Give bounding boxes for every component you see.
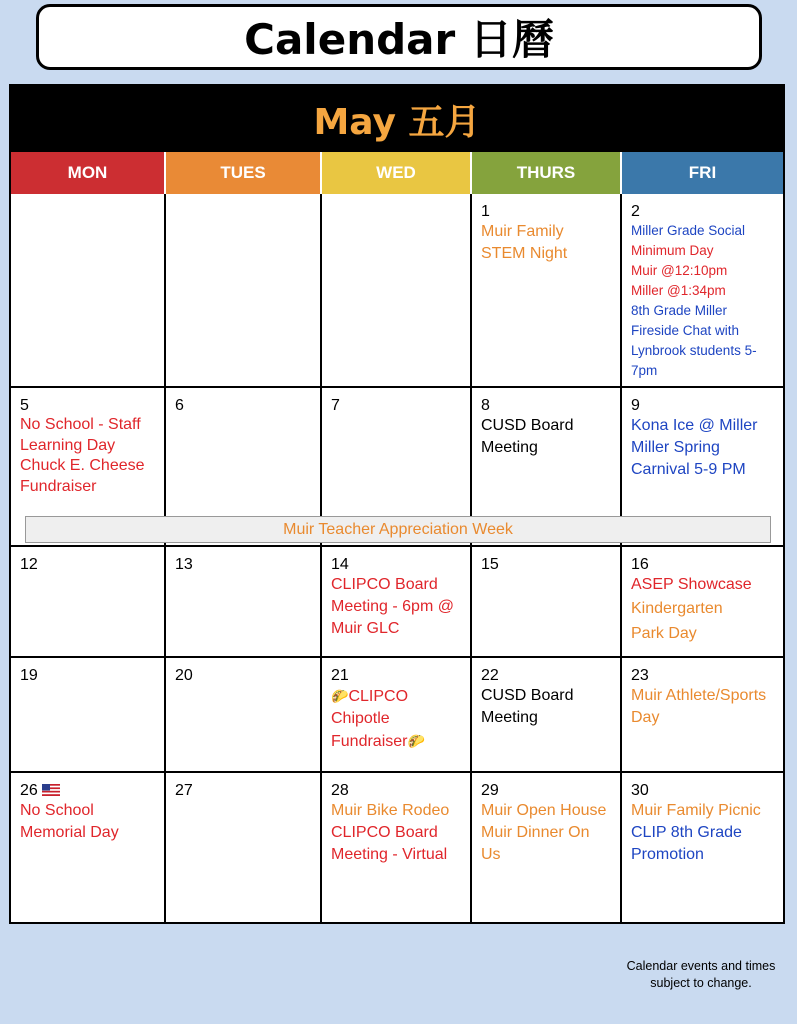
day-cell-20: [166, 658, 322, 773]
event: CUSD Board Meeting: [481, 687, 574, 726]
day-number: 27: [175, 782, 193, 799]
event: Kona Ice @ Miller: [631, 417, 758, 434]
day-number: 16: [631, 556, 649, 573]
day-cell-14: [322, 547, 472, 658]
event: Muir Bike Rodeo: [331, 802, 450, 819]
day-number: 9: [631, 397, 640, 414]
us-flag-icon: [42, 784, 60, 796]
day-number: 20: [175, 667, 193, 684]
event: Muir @12:10pm: [631, 263, 728, 278]
event: CUSD Board Meeting: [481, 417, 574, 456]
event: CLIPCO Board Meeting - Virtual: [331, 824, 448, 863]
day-cell-19: [11, 658, 166, 773]
day-number: 21: [331, 667, 349, 684]
day-number: 13: [175, 556, 193, 573]
day-number: 15: [481, 556, 499, 573]
day-number: 29: [481, 782, 499, 799]
day-number: 12: [20, 556, 38, 573]
day-cell-29: [472, 773, 622, 924]
day-number: 23: [631, 667, 649, 684]
event: Miller Spring Carnival 5-9 PM: [631, 439, 746, 478]
event: [331, 685, 461, 753]
day-header-wed: WED: [322, 152, 472, 194]
day-number: 2: [631, 203, 640, 220]
day-cell-30: [622, 773, 783, 924]
disclaimer-note: Calendar events and times subject to change.: [626, 959, 776, 990]
calendar-grid: [9, 84, 785, 924]
day-cell-16: [622, 547, 783, 658]
day-cell-empty: [11, 194, 166, 388]
day-cell-27: [166, 773, 322, 924]
day-number: 28: [331, 782, 349, 799]
day-cell-12: [11, 547, 166, 658]
teacher-appreciation-banner: Muir Teacher Appreciation Week: [25, 516, 771, 543]
event: Muir Open House: [481, 802, 607, 819]
day-number: 14: [331, 556, 349, 573]
day-number: 7: [331, 397, 340, 414]
event: Miller @1:34pm: [631, 283, 726, 298]
day-cell-empty: [322, 194, 472, 388]
event: 8th Grade Miller Fireside Chat with Lynbrook students 5-7pm: [631, 303, 757, 378]
event: Chuck E. Cheese Fundraiser: [20, 457, 145, 495]
day-number: 1: [481, 203, 490, 220]
event: Miller Grade Social: [631, 223, 746, 238]
day-cell-28: [322, 773, 472, 924]
day-number: 22: [481, 667, 499, 684]
day-cell-23: [622, 658, 783, 773]
day-number: 26: [20, 781, 155, 800]
month-header: May 五月: [11, 86, 783, 152]
day-cell-2: [622, 194, 783, 388]
taco-icon: 🌮: [331, 688, 349, 704]
day-cell-empty: [166, 194, 322, 388]
day-cell-26: [11, 773, 166, 924]
event: Minimum Day: [631, 243, 714, 258]
event: Muir Dinner On Us: [481, 824, 590, 863]
event: Muir Family Picnic: [631, 802, 761, 819]
event: CLIPCO Board Meeting - 6pm @ Muir GLC: [331, 576, 454, 637]
event: Kindergarten: [631, 600, 723, 617]
day-header-thu: THURS: [472, 152, 622, 194]
event: Muir Athlete/Sports Day: [631, 687, 767, 726]
event: CLIP 8th Grade Promotion: [631, 824, 742, 863]
day-cell-22: [472, 658, 622, 773]
day-cell-21: [322, 658, 472, 773]
day-number: 5: [20, 397, 29, 414]
day-number: 30: [631, 782, 649, 799]
day-cell-1: [472, 194, 622, 388]
event: No School - Staff Learning Day: [20, 416, 141, 454]
day-number: 6: [175, 397, 184, 414]
event: ASEP Showcase: [631, 576, 752, 593]
day-header-fri: FRI: [622, 152, 783, 194]
day-cell-15: [472, 547, 622, 658]
event: Muir Family STEM Night: [481, 223, 568, 262]
taco-icon: 🌮: [407, 733, 425, 749]
event-text: CLIPCO Chipotle Fundraiser: [331, 688, 409, 750]
day-header-tue: TUES: [166, 152, 322, 194]
event: Park Day: [631, 625, 697, 642]
day-cell-13: [166, 547, 322, 658]
event: No School Memorial Day: [20, 802, 119, 841]
day-header-mon: MON: [11, 152, 166, 194]
day-number: 19: [20, 667, 38, 684]
page-title: Calendar 日曆: [36, 4, 762, 70]
day-number: 8: [481, 397, 490, 414]
